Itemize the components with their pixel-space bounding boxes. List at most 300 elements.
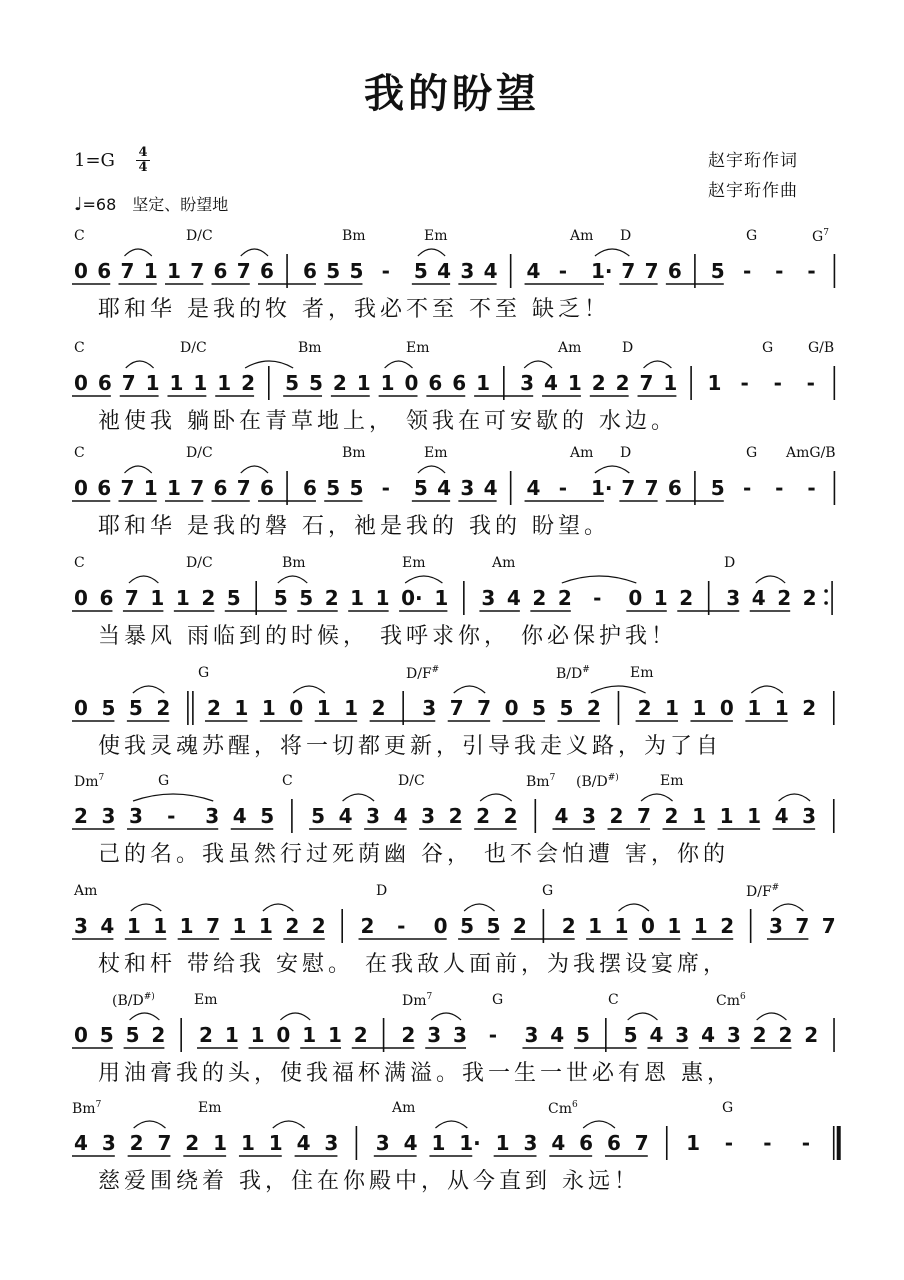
note-digit: 0 <box>74 1023 88 1047</box>
chord-symbol: D <box>724 555 736 571</box>
chord-symbol: C <box>74 228 85 244</box>
chord-symbol: Bm <box>298 340 322 356</box>
score-system <box>0 340 904 448</box>
quarter-note-icon: ♩ <box>74 194 83 215</box>
note-digit: 6 <box>667 476 682 500</box>
chord-symbol: Cm$^6$ <box>716 992 746 1009</box>
note-digit: 6 <box>579 1131 594 1155</box>
note-digit: 2 <box>802 586 817 610</box>
note-digit: 5 <box>576 1023 590 1047</box>
note-digit: 3 <box>421 804 436 828</box>
slur-arc <box>562 576 637 583</box>
note-digit: 5 <box>413 476 428 500</box>
note-digit: 6 <box>213 476 228 500</box>
slur-arc <box>751 686 782 693</box>
chord-symbol: Bm <box>342 445 366 461</box>
sustain-dash: - <box>488 1023 498 1047</box>
chord-symbol: D/C <box>186 445 213 461</box>
note-digit: 1 <box>434 586 449 610</box>
slur-arc <box>628 1013 658 1020</box>
note-digit: 7 <box>639 371 654 395</box>
note-digit: 2 <box>778 1023 793 1047</box>
note-digit: 2 <box>561 914 576 938</box>
note-digit: 0 <box>74 476 88 500</box>
note-digit: 3 <box>427 1023 442 1047</box>
chord-symbol: B/D# <box>556 665 590 682</box>
note-digit: 1 <box>145 371 160 395</box>
slur-arc <box>273 1121 305 1128</box>
chord-row <box>0 883 904 903</box>
note-digit: 2 <box>324 586 339 610</box>
note-digit: 7 <box>821 914 836 938</box>
slur-arc <box>405 576 442 583</box>
slur-arc <box>263 904 293 911</box>
note-digit: 1 <box>328 1023 342 1047</box>
chord-symbol: Em <box>424 228 448 244</box>
note-digit: 2 <box>401 1023 416 1047</box>
note-digit: 3 <box>453 1023 467 1047</box>
note-digit: 1 <box>126 914 141 938</box>
slur-arc <box>595 466 629 473</box>
note-digit: 3 <box>726 586 741 610</box>
sustain-dash: - <box>167 804 176 828</box>
note-digit: 2 <box>609 804 624 828</box>
score-system <box>0 773 904 881</box>
chord-symbol: D/C <box>180 340 207 356</box>
slur-arc <box>131 904 161 911</box>
repeat-dot <box>824 589 828 593</box>
note-digit: 5 <box>226 586 241 610</box>
chord-symbol: Dm$^7$ <box>402 992 433 1009</box>
note-digit: 4 <box>544 371 558 395</box>
chord-symbol: Cm$^6$ <box>548 1100 578 1117</box>
note-digit: 1 <box>268 1131 283 1155</box>
note-digit: 3 <box>460 259 475 283</box>
note-digit: 1 <box>747 696 762 720</box>
note-digit: 2 <box>804 1023 819 1047</box>
sustain-dash: - <box>801 1131 811 1155</box>
note-digit: 1 <box>153 914 168 938</box>
note-digit: 7 <box>120 476 135 500</box>
note-digit: 3 <box>375 1131 390 1155</box>
note-digit: 1 <box>217 371 232 395</box>
note-digit: 4 <box>774 804 789 828</box>
note-digit: 4 <box>483 476 498 500</box>
note-digit: 2 <box>332 371 347 395</box>
sustain-dash: - <box>740 371 749 395</box>
note-digit: 7 <box>124 586 139 610</box>
note-digit: 5 <box>559 696 574 720</box>
note-digit: 7 <box>236 259 251 283</box>
note-digit: 0 <box>640 914 655 938</box>
chord-symbol: (B/D#) <box>576 773 619 790</box>
note-digit: 5 <box>125 1023 140 1047</box>
note-digit: 2 <box>802 696 817 720</box>
note-digit: 3 <box>523 1131 538 1155</box>
note-digit: 3 <box>324 1131 339 1155</box>
note-digit: 5 <box>349 259 364 283</box>
note-digit: 7 <box>206 914 221 938</box>
tempo-expression: 坚定、盼望地 <box>132 195 229 214</box>
note-digit: 5 <box>128 696 143 720</box>
note-digit: 4 <box>338 804 353 828</box>
note-digit: 6 <box>213 259 228 283</box>
chord-row <box>0 340 904 360</box>
chord-symbol: Em <box>406 340 430 356</box>
note-digit: 2 <box>512 914 527 938</box>
chord-symbol: C <box>74 340 85 356</box>
sustain-dash: - <box>807 476 816 500</box>
slur-arc <box>280 1013 310 1020</box>
note-digit: 7 <box>634 1131 649 1155</box>
note-digit: 6 <box>302 259 317 283</box>
note-digit: 0 <box>504 696 519 720</box>
note-digit: 1 <box>150 586 165 610</box>
slur-arc <box>779 794 811 801</box>
song-title: 我的盼望 <box>364 70 540 117</box>
note-digit: 7 <box>121 371 136 395</box>
note-digit: 0 <box>433 914 448 938</box>
note-digit: 2 <box>74 804 88 828</box>
note-digit: 4 <box>232 804 247 828</box>
note-digit: 2 <box>664 804 679 828</box>
note-digit: 5 <box>486 914 501 938</box>
slur-arc <box>435 1121 467 1128</box>
note-digit: 6 <box>667 259 682 283</box>
note-digit: 2 <box>615 371 630 395</box>
chord-symbol: Em <box>194 992 218 1008</box>
lyric-line: 慈爱围绕着 我，住在你殿中，从今直到 永远！ <box>98 1169 640 1194</box>
score-system <box>0 665 904 773</box>
note-digit: 1 <box>663 371 678 395</box>
chord-symbol: D <box>620 445 632 461</box>
note-digit: 4 <box>701 1023 715 1047</box>
chord-symbol: Bm <box>342 228 366 244</box>
note-digit: 4 <box>751 586 766 610</box>
chord-row <box>0 555 904 575</box>
note-digit: 4 <box>554 804 569 828</box>
slur-arc <box>133 686 164 693</box>
slur-arc <box>431 1013 461 1020</box>
sustain-dash: - <box>773 371 782 395</box>
note-digit: 7 <box>477 696 492 720</box>
note-digit: 7 <box>621 259 636 283</box>
note-digit: 2 <box>156 696 171 720</box>
lyric-line: 用油膏我的头，使我福杯满溢。我一生一世必有恩 惠， <box>98 1061 733 1086</box>
sustain-dash: - <box>724 1131 734 1155</box>
note-digit: 2 <box>241 371 256 395</box>
note-digit: 6 <box>302 476 317 500</box>
note-digit: 2 <box>206 696 221 720</box>
slur-arc <box>125 466 152 473</box>
slur-arc <box>418 249 445 256</box>
note-digit: 3 <box>582 804 596 828</box>
note-digit: 4 <box>296 1131 311 1155</box>
sustain-dash: - <box>397 914 406 938</box>
slur-arc <box>245 361 293 368</box>
slur-arc <box>641 794 673 801</box>
chord-symbol: D/F# <box>746 883 780 900</box>
note-digit: 1 <box>179 914 194 938</box>
note-digit: 1 <box>588 914 603 938</box>
note-digit: 7 <box>236 476 251 500</box>
note-digit: 1 <box>232 914 247 938</box>
note-digit: 0 <box>276 1023 291 1047</box>
chord-symbol: G <box>198 665 210 681</box>
note-digit: 2 <box>476 804 491 828</box>
note-digit: 5 <box>101 696 116 720</box>
note-digit: 3 <box>768 914 783 938</box>
note-digit: 2 <box>503 804 518 828</box>
note-digit: 0 <box>74 371 88 395</box>
chord-symbol: G <box>722 1100 734 1116</box>
note-digit: 7 <box>190 476 205 500</box>
note-digit: 1 <box>143 259 158 283</box>
slur-arc <box>278 576 307 583</box>
note-digit: 4 <box>437 259 452 283</box>
note-digit: 1 <box>316 696 331 720</box>
score-system <box>0 228 904 336</box>
chord-symbol: C <box>74 445 85 461</box>
chord-symbol: Em <box>630 665 654 681</box>
note-digit: 1 <box>567 371 582 395</box>
note-digit: 1· <box>590 476 613 500</box>
slur-arc <box>418 466 445 473</box>
note-digit: 5 <box>710 259 725 283</box>
lyric-line: 祂使我 躺卧在青草地上， 领我在可安歇的 水边。 <box>98 409 677 434</box>
note-digit: 1 <box>719 804 734 828</box>
chord-symbol: C <box>608 992 619 1008</box>
time-signature-bottom: 4 <box>138 160 148 175</box>
note-digit: 1 <box>167 476 181 500</box>
chord-symbol: Am <box>570 445 594 461</box>
note-digit: 1 <box>707 371 722 395</box>
chord-symbol: D <box>376 883 388 899</box>
chord-symbol: Em <box>402 555 426 571</box>
lyric-line: 当暴风 雨临到的时候， 我呼求你， 你必保护我！ <box>98 624 677 649</box>
chord-symbol: D/C <box>186 228 213 244</box>
note-digit: 2 <box>679 586 694 610</box>
time-signature <box>136 146 150 175</box>
note-digit: 4 <box>100 914 115 938</box>
chord-symbol: G/B <box>808 340 835 356</box>
score-system <box>0 555 904 663</box>
note-digit: 3 <box>101 1131 116 1155</box>
composer-credit: 赵宇珩作曲 <box>708 181 798 201</box>
chord-row <box>0 228 904 248</box>
chord-symbol: Am <box>492 555 516 571</box>
chord-symbol: Bm <box>282 555 306 571</box>
note-digit: 1 <box>692 804 706 828</box>
note-digit: 4 <box>74 1131 88 1155</box>
sustain-dash: - <box>763 1131 772 1155</box>
note-digit: 1 <box>193 371 208 395</box>
slur-arc <box>773 904 803 911</box>
note-digit: 2 <box>448 804 463 828</box>
note-digit: 1 <box>653 586 668 610</box>
tempo-value: =68 <box>82 195 117 214</box>
note-digit: 0 <box>74 696 88 720</box>
lyric-line: 己的名。我虽然行过死荫幽 谷， 也不会怕遭 害，你的 <box>98 842 729 867</box>
chord-row <box>0 665 904 685</box>
slur-arc <box>134 1121 166 1128</box>
note-digit: 1 <box>476 371 491 395</box>
chord-symbol: C <box>282 773 293 789</box>
note-digit: 7 <box>621 476 636 500</box>
time-signature-top: 4 <box>136 146 150 161</box>
note-digit: 6 <box>260 476 274 500</box>
chord-symbol: G <box>762 340 774 356</box>
note-digit: 1 <box>431 1131 446 1155</box>
note-digit: 5 <box>532 696 546 720</box>
slur-arc <box>241 249 268 256</box>
chord-symbol: D/C <box>186 555 213 571</box>
note-digit: 2 <box>185 1131 200 1155</box>
note-digit: 6 <box>97 371 112 395</box>
note-digit: 5 <box>460 914 475 938</box>
slur-arc <box>583 1121 615 1128</box>
note-digit: 7 <box>190 259 205 283</box>
chord-row <box>0 1100 904 1120</box>
chord-row <box>0 445 904 465</box>
note-digit: 1 <box>495 1131 510 1155</box>
note-digit: 1 <box>240 1131 255 1155</box>
note-digit: 5 <box>623 1023 638 1047</box>
note-digit: 3 <box>205 804 220 828</box>
note-digit: 4 <box>649 1023 664 1047</box>
slur-arc <box>591 686 646 693</box>
note-digit: 4 <box>403 1131 418 1155</box>
chord-symbol: Em <box>424 445 448 461</box>
note-digit: 1 <box>213 1131 228 1155</box>
note-digit: 1 <box>350 586 365 610</box>
lyric-line: 使我灵魂苏醒，将一切都更新，引导我走义路，为了自 <box>98 734 723 759</box>
note-digit: 3 <box>422 696 437 720</box>
note-digit: 6 <box>428 371 443 395</box>
slur-arc <box>480 794 512 801</box>
slur-arc <box>125 249 152 256</box>
note-digit: 2 <box>151 1023 166 1047</box>
note-digit: 7 <box>644 259 659 283</box>
sustain-dash: - <box>807 259 816 283</box>
chord-symbol: D <box>622 340 634 356</box>
note-digit: 2 <box>285 914 300 938</box>
note-digit: 2 <box>371 696 386 720</box>
note-digit: 4 <box>483 259 498 283</box>
note-digit: 0· <box>401 586 423 610</box>
note-digit: 5 <box>285 371 300 395</box>
note-digit: 1 <box>224 1023 239 1047</box>
chord-symbol: Bm$^7$ <box>526 773 556 790</box>
chord-symbol: G <box>746 228 758 244</box>
note-digit: 7 <box>449 696 464 720</box>
chord-symbol: G <box>492 992 504 1008</box>
note-digit: 1 <box>258 914 273 938</box>
note-digit: 3 <box>481 586 496 610</box>
note-digit: 2 <box>777 586 792 610</box>
note-digit: 1 <box>667 914 682 938</box>
score-system <box>0 445 904 553</box>
note-digit: 1 <box>686 1131 701 1155</box>
note-digit: 4 <box>526 476 541 500</box>
note-digit: 1 <box>693 914 708 938</box>
note-digit: 5 <box>311 804 325 828</box>
chord-symbol: Am <box>392 1100 416 1116</box>
lyric-line: 杖和杆 带给我 安慰。 在我敌人面前，为我摆设宴席， <box>98 952 729 977</box>
note-digit: 2 <box>311 914 326 938</box>
chord-symbol: D <box>620 228 632 244</box>
sustain-dash: - <box>775 259 784 283</box>
note-digit: 1 <box>250 1023 265 1047</box>
chord-symbol: D/F# <box>406 665 440 682</box>
sustain-dash: - <box>742 259 752 283</box>
slur-arc <box>130 1013 160 1020</box>
sustain-dash: - <box>742 476 752 500</box>
chord-symbol: C <box>74 555 85 571</box>
sustain-dash: - <box>806 371 815 395</box>
note-digit: 5 <box>99 1023 114 1047</box>
chord-symbol: G <box>542 883 554 899</box>
note-digit: 1 <box>143 476 158 500</box>
note-digit: 6 <box>606 1131 621 1155</box>
chord-symbol: Dm$^7$ <box>74 773 105 790</box>
chord-symbol: Am <box>74 883 98 899</box>
note-digit: 6 <box>260 259 274 283</box>
slur-arc <box>619 904 649 911</box>
note-digit: 1 <box>356 371 371 395</box>
repeat-dot <box>824 601 828 605</box>
sustain-dash: - <box>775 476 784 500</box>
slur-arc <box>293 686 324 693</box>
chord-row <box>0 773 904 793</box>
note-digit: 5 <box>260 804 275 828</box>
note-digit: 3 <box>726 1023 741 1047</box>
note-digit: 5 <box>299 586 314 610</box>
note-digit: 2 <box>637 696 652 720</box>
note-digit: 1 <box>302 1023 317 1047</box>
note-digit: 0 <box>404 371 419 395</box>
note-digit: 3 <box>101 804 116 828</box>
note-digit: 2 <box>201 586 216 610</box>
key-signature: 1=G <box>74 150 115 171</box>
note-digit: 1 <box>169 371 184 395</box>
note-digit: 4 <box>506 586 521 610</box>
slur-arc <box>241 466 268 473</box>
slur-arc <box>133 794 213 801</box>
chord-symbol: (B/D#) <box>112 992 155 1009</box>
note-digit: 2 <box>532 586 547 610</box>
note-digit: 1 <box>234 696 249 720</box>
note-digit: 4 <box>393 804 408 828</box>
slur-arc <box>126 361 154 368</box>
note-digit: 7 <box>644 476 659 500</box>
note-digit: 7 <box>795 914 810 938</box>
score-system <box>0 992 904 1100</box>
note-digit: 2 <box>129 1131 144 1155</box>
slur-arc <box>385 361 413 368</box>
chord-symbol: AmG/B <box>786 445 836 461</box>
chord-symbol: Am <box>558 340 582 356</box>
chord-symbol: Bm$^7$ <box>72 1100 102 1117</box>
note-digit: 2 <box>353 1023 368 1047</box>
note-digit: 1 <box>261 696 276 720</box>
note-digit: 1 <box>175 586 190 610</box>
note-digit: 0 <box>719 696 734 720</box>
note-digit: 4 <box>550 1023 565 1047</box>
sustain-dash: - <box>558 476 568 500</box>
note-digit: 0 <box>74 586 88 610</box>
note-digit: 1 <box>344 696 359 720</box>
